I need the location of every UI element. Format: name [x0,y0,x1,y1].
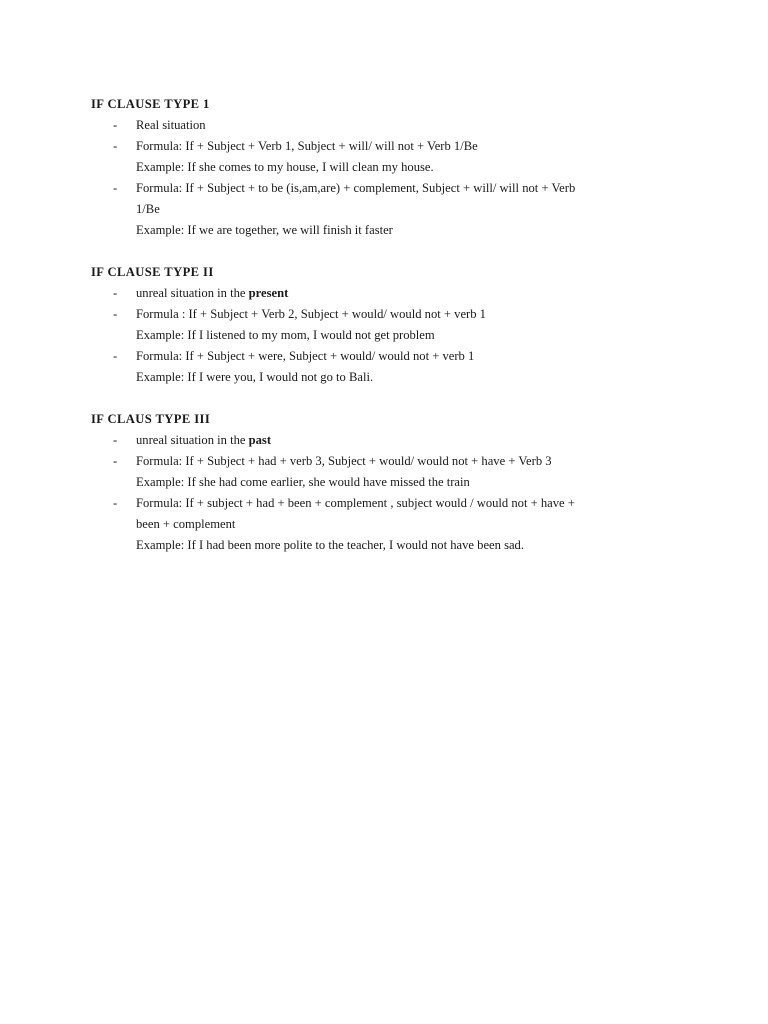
example-text: Example: If she comes to my house, I will clean my house. [136,160,434,174]
item-text: Real situation [136,118,206,132]
dash-bullet: - [113,118,118,132]
item-text: Formula: If + subject + had + been + complement , subject would / would not + have + [136,496,575,510]
section-if-clause-type-2 [91,262,691,388]
item-bold-text: present [248,286,289,300]
list-item [91,283,691,304]
list-item [91,304,691,325]
item-text: Formula: If + Subject + to be (is,am,are) + complement, Subject + will/ will not + Verb [136,181,576,195]
document-body [91,94,691,577]
list-item [91,178,691,199]
item-text-continued: been + complement [136,517,236,531]
dash-bullet: - [113,349,118,363]
example-text: Example: If I were you, I would not go to Bali. [136,370,374,384]
item-text: Formula: If + Subject + had + verb 3, Subject + would/ would not + have + Verb 3 [136,454,552,468]
dash-bullet: - [113,181,118,195]
dash-bullet: - [113,307,118,321]
item-text: Formula: If + Subject + Verb 1, Subject + will/ will not + Verb 1/Be [136,139,478,153]
section-title: IF CLAUSE TYPE II [91,265,214,279]
list-item [91,136,691,157]
item-text: unreal situation in the [136,433,249,447]
dash-bullet: - [113,139,118,153]
item-text: Formula : If + Subject + Verb 2, Subject + would/ would not + verb 1 [136,307,486,321]
list-item [91,451,691,472]
dash-bullet: - [113,433,118,447]
dash-bullet: - [113,286,118,300]
section-if-clause-type-1 [91,94,691,241]
dash-bullet: - [113,496,118,510]
example-text: Example: If I had been more polite to the teacher, I would not have been sad. [136,538,525,552]
example-text: Example: If she had come earlier, she would have missed the train [136,475,470,489]
item-text: Formula: If + Subject + were, Subject + would/ would not + verb 1 [136,349,475,363]
section-if-clause-type-3 [91,409,691,556]
example-text: Example: If we are together, we will finish it faster [136,223,393,237]
section-title: IF CLAUSE TYPE 1 [91,97,210,111]
item-text-continued: 1/Be [136,202,160,216]
example-text: Example: If I listened to my mom, I would not get problem [136,328,435,342]
dash-bullet: - [113,454,118,468]
list-item [91,115,691,136]
list-item [91,346,691,367]
list-item [91,430,691,451]
item-bold-text: past [248,433,272,447]
item-text: unreal situation in the [136,286,249,300]
section-title: IF CLAUS TYPE III [91,412,211,426]
list-item [91,493,691,514]
